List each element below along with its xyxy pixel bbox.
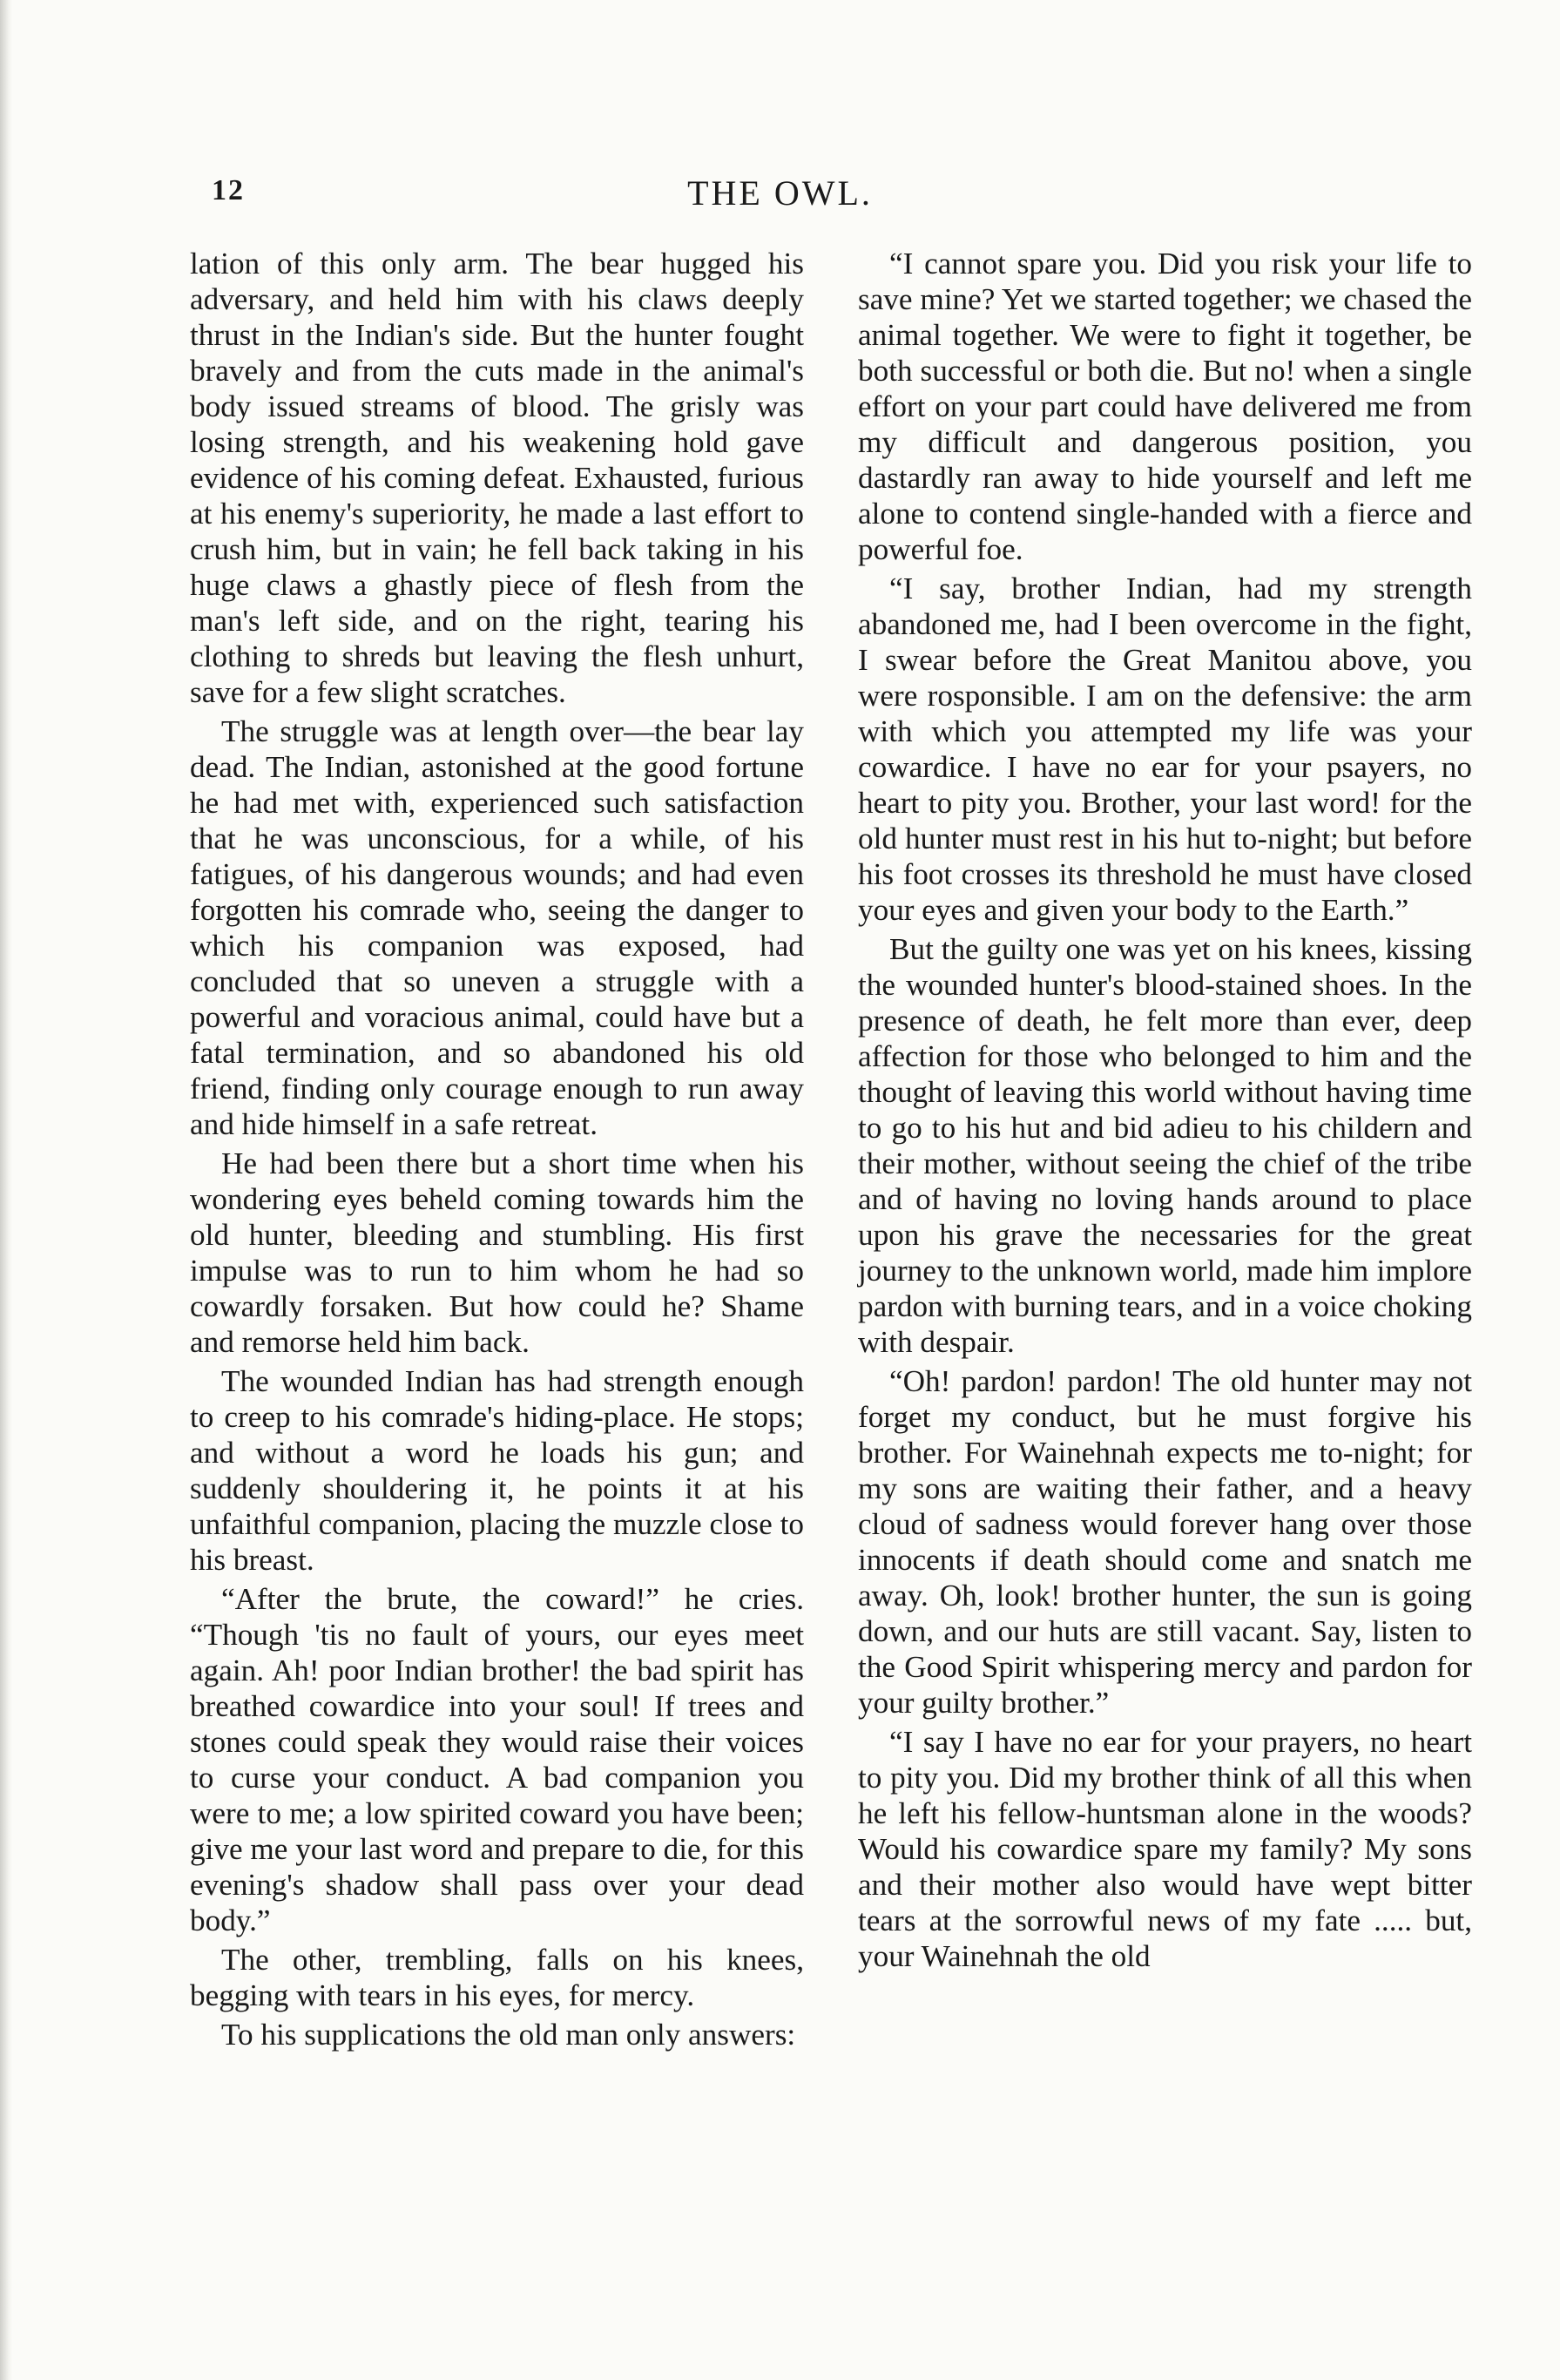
paragraph: “I say I have no ear for your prayers, no heart to pity you. Did my brother think of all this when he left his fellow-huntsman alone in the woods? Would his cowardice spare my family? My sons and their mother also would have wept bitter tears at the sorrowful news of my fate ..... but, your Wainehnah the old [858, 1725, 1472, 1973]
page-edge [0, 0, 12, 2380]
paragraph: The other, trembling, falls on his knees, begging with tears in his eyes, for mercy. [190, 1943, 804, 2012]
paragraph: lation of this only arm. The bear hugged his adversary, and held him with his claws deeply thrust in the Indian's side. But the hunter fought bravely and from the cuts made in the animal's body issued streams of blood. The grisly was losing strength, and his weakening hold gave evidence of his coming defeat. Exhausted, furious at his enemy's superiority, he made a last effort to crush him, but in vain; he fell back taking in his huge claws a ghastly piece of flesh from the man's left side, and on the right, tearing his clothing to shreds but leaving the flesh unhurt, save for a few slight scratches. [190, 247, 804, 709]
running-title: THE OWL. [687, 173, 873, 213]
paragraph: To his supplications the old man only answers: [221, 2018, 796, 2052]
paragraph: “I cannot spare you. Did you risk your life to save mine? Yet we started together; we chased the animal together. We were to fight it together, be both successful or both die. But no! when a single effort on your part could have delivered me from my difficult and dangerous position, you dastardly ran away to hide yourself and left me alone to contend single-handed with a fierce and powerful foe. [858, 247, 1472, 566]
paragraph: He had been there but a short time when his wondering eyes beheld coming towards him the old hunter, bleeding and stumbling. His first impulse was to run to him whom he had so cowardly forsaken. But how could he? Shame and remorse held him back. [190, 1146, 804, 1359]
paragraph: “After the brute, the coward!” he cries. “Though 'tis no fault of yours, our eyes meet again. Ah! poor Indian brother! the bad spirit has breathed cowardice into your soul! If trees and stones could speak they would raise their voices to curse your conduct. A bad companion you were to me; a low spirited coward you have been; give me your last word and prepare to die, for this evening's shadow shall pass over your dead body.” [190, 1582, 804, 1937]
right-column [858, 246, 1472, 1974]
paragraph: But the guilty one was yet on his knees, kissing the wounded hunter's blood-stained shoes. In the presence of death, he felt more than ever, deep affection for those who belonged to him and the thought of leaving this world without having time to go to his hut and bid adieu to his childern and their mother, without seeing the chief of the tribe and of having no loving hands around to place upon his grave the necessaries for the great journey to the unknown world, made him implore pardon with burning tears, and in a voice choking with despair. [858, 932, 1472, 1359]
paragraph: “Oh! pardon! pardon! The old hunter may not forget my conduct, but he must forgive his brother. For Wainehnah expects me to-night; for my sons are waiting their father, and a heavy cloud of sadness would forever hang over those innocents if death should come and snatch me away. Oh, look! brother hunter, the sun is going down, and our huts are still vacant. Say, listen to the Good Spirit whispering mercy and pardon for your guilty brother.” [858, 1364, 1472, 1720]
page-number: 12 [212, 174, 245, 206]
left-column [190, 246, 804, 2052]
paragraph: The struggle was at length over—the bear lay dead. The Indian, astonished at the good fortune he had met with, experienced such satisfaction that he was unconscious, for a while, of his fatigues, of his dangerous wounds; and had even forgotten his comrade who, seeing the danger to which his companion was exposed, had concluded that so uneven a struggle with a powerful and voracious animal, could have but a fatal termination, and so abandoned his old friend, finding only courage enough to run away and hide himself in a safe retreat. [190, 714, 804, 1141]
paragraph: “I say, brother Indian, had my strength abandoned me, had I been overcome in the fight, I swear before the Great Manitou above, you were rosponsible. I am on the defensive: the arm with which you attempted my life was your cowardice. I have no ear for your psayers, no heart to pity you. Brother, your last word! for the old hunter must rest in his hut to-night; but before his foot crosses its threshold he must have closed your eyes and given your body to the Earth.” [858, 571, 1472, 927]
paragraph: The wounded Indian has had strength enough to creep to his comrade's hiding-place. He stops; and without a word he loads his gun; and suddenly shouldering it, he points it at his unfaithful companion, placing the muzzle close to his breast. [190, 1364, 804, 1577]
